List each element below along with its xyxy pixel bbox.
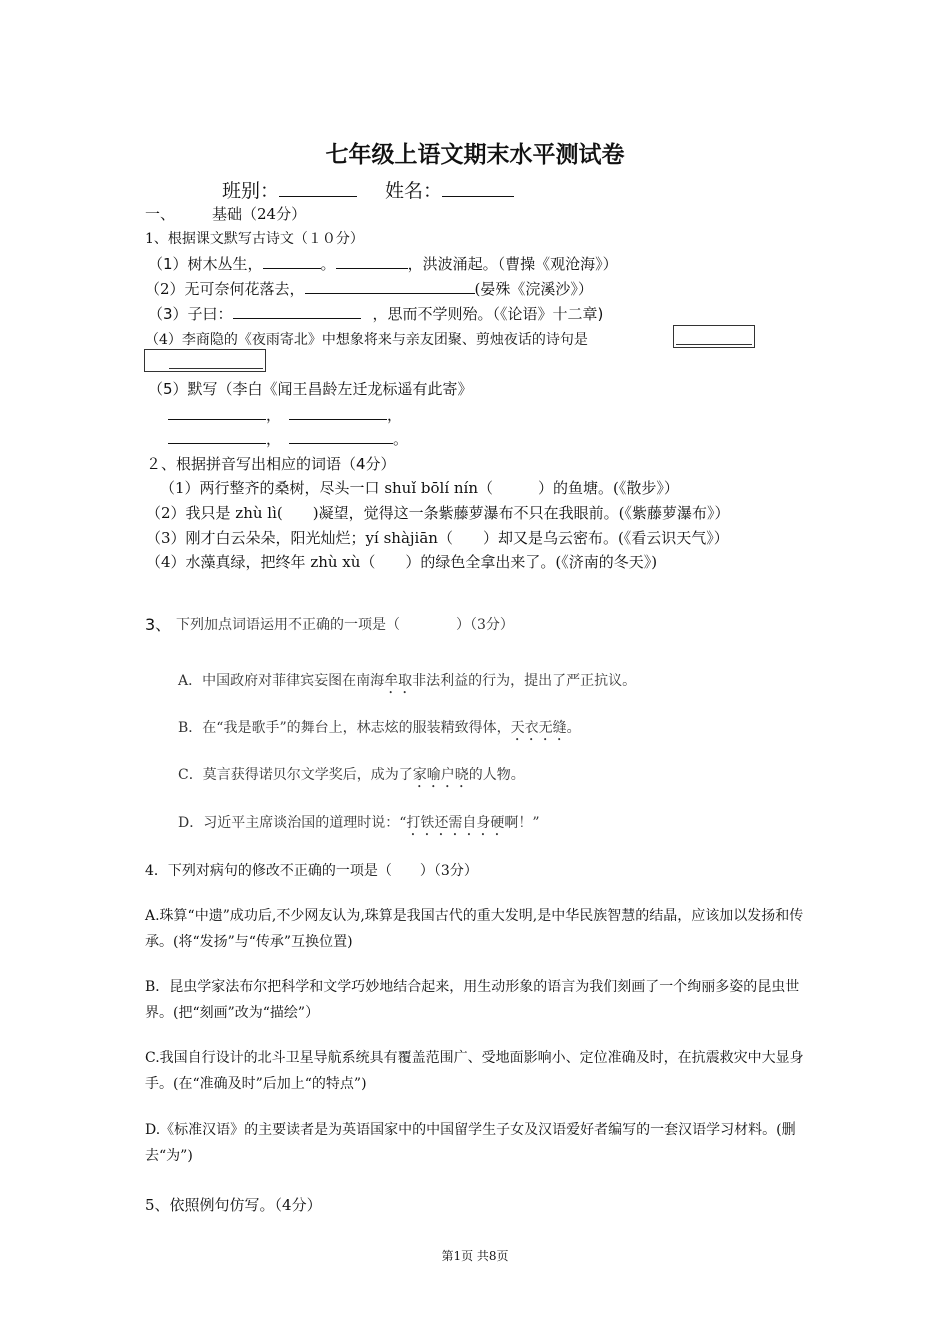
page-title: 七年级上语文期末水平测试卷: [325, 141, 625, 168]
q4-option-d: D.《标准汉语》的主要读者是为英语国家中的中国留学生子女及汉语爱好者编写的一套汉语学习材料。(删去“为”): [145, 1122, 796, 1164]
q1-blank-8[interactable]: [289, 429, 393, 444]
q1-line5-blanks-row2: [168, 428, 408, 449]
q3-option-b: [178, 717, 581, 744]
page-footer: 第1页 共8页: [441, 1249, 509, 1263]
q1-line1-text-a: （1）树木丛生，: [148, 255, 263, 273]
q1-period: 。: [393, 430, 409, 448]
q1-comma-1: ，: [266, 406, 282, 424]
q1-line1-text-c: ，洪波涌起。（曹操《观沧海》）: [407, 255, 618, 273]
q3-option-a: [178, 670, 636, 697]
q1-line3-text-a: （3）子曰：: [148, 305, 233, 323]
q1-line2-text-a: （2）无可奈何花落去，: [145, 280, 305, 298]
class-label: 班别：: [222, 180, 280, 202]
class-blank[interactable]: [279, 178, 357, 197]
q1-line1-text-b: 。: [320, 255, 336, 273]
q2-title: ２、根据拼音写出相应的词语（4分）: [146, 455, 396, 473]
q3-d-dotted: 打铁还需自身硬: [406, 815, 505, 831]
q3-a-pre: A．中国政府对菲律宾妄图在南海: [178, 673, 385, 689]
q1-answer-box-1[interactable]: [673, 325, 755, 348]
q4-title: 4．下列对病句的修改不正确的一项是（ ）（3分）: [145, 863, 478, 879]
name-blank[interactable]: [442, 178, 514, 197]
q3-option-c: [178, 764, 525, 791]
name-label: 姓名：: [385, 180, 443, 202]
q1-line2-text-b: (晏殊《浣溪沙》）: [474, 280, 593, 298]
q1-line3: [148, 303, 603, 324]
q3-number: 3、: [145, 615, 172, 634]
q3-option-d: [178, 812, 540, 839]
q1-line2: [145, 278, 593, 299]
q3-d-pre: D．习近平主席谈治国的道理时说：“: [178, 815, 407, 831]
q3-b-dotted: 天衣无缝: [510, 720, 567, 736]
q1-blank-6[interactable]: [289, 405, 387, 420]
q3-title: 下列加点词语运用不正确的一项是（ ）（3分）: [176, 617, 514, 633]
q1-blank-5[interactable]: [168, 405, 266, 420]
q1-blank-1[interactable]: [263, 254, 321, 269]
q3-c-post: 的人物。: [468, 767, 525, 783]
q3-a-post: 非法利益的行为，提出了严正抗议。: [412, 673, 637, 689]
q1-line4: （4）李商隐的《夜雨寄北》中想象将来与亲友团聚、剪烛夜话的诗句是: [145, 332, 588, 348]
section-number: 一、: [145, 205, 176, 223]
q3-b-pre: B．在“我是歌手”的舞台上，林志炫的服装精致得体，: [178, 720, 511, 736]
q1-comma-2: ，: [387, 406, 403, 424]
q1-answer-box-2[interactable]: [144, 349, 266, 372]
q4-option-b: B．昆虫学家法布尔把科学和文学巧妙地结合起来，用生动形象的语言为我们刻画了一个绚丽多姿的昆虫世界。(把“刻画”改为“描绘”）: [145, 979, 800, 1021]
q1-blank-7[interactable]: [168, 429, 266, 444]
q1-line5-blanks-row1: [168, 404, 402, 425]
q3-a-dotted: 牟取: [384, 673, 413, 689]
q2-item-3: （3）刚才白云朵朵，阳光灿烂；yí shàjiān（ ）却又是乌云密布。(《看云识天气》）: [146, 529, 729, 547]
q1-line3-text-b: ，思而不学则殆。（《论语》十二章): [372, 305, 604, 323]
q5-title: 5、依照例句仿写。（4分）: [145, 1196, 322, 1214]
q3-c-dotted: 家喻户晓: [412, 767, 469, 783]
q3-b-post: 。: [566, 720, 581, 736]
q2-item-2: （2）我只是 zhù lì( )凝望，觉得这一条紫藤萝瀑布不只在我眼前。(《紫藤萝瀑布》）: [146, 504, 730, 522]
q1-blank-2[interactable]: [336, 254, 408, 269]
q2-item-4: （4）水藻真绿，把终年 zhù xù（ ）的绿色全拿出来了。(《济南的冬天》): [146, 553, 658, 571]
q1-blank-3[interactable]: [305, 279, 475, 294]
q4-option-c: C.我国自行设计的北斗卫星导航系统具有覆盖范围广、受地面影响小、定位准确及时，在抗震救灾中大显身手。(在“准确及时”后加上“的特点”): [145, 1050, 804, 1092]
q1-comma-3: ，: [266, 430, 282, 448]
q1-line1: [148, 253, 618, 274]
q2-item-1: （1）两行整齐的桑树，尽头一口 shuǐ bōlí nín（ ）的鱼塘。(《散步》）: [160, 479, 679, 497]
q3-c-pre: C．莫言获得诺贝尔文学奖后，成为了: [178, 767, 413, 783]
q1-title: 1、根据课文默写古诗文（１０分）: [145, 231, 364, 247]
section-title: 基础（24分）: [212, 205, 307, 223]
q4-option-a: A.珠算“中遗”成功后,不少网友认为,珠算是我国古代的重大发明,是中华民族智慧的结晶，应该加以发扬和传承。(将“发扬”与“传承”互换位置): [145, 908, 804, 950]
class-field: [222, 176, 357, 203]
q3-d-post: 啊！”: [504, 815, 540, 831]
q1-line5: （5）默写（李白《闻王昌龄左迁龙标遥有此寄》: [148, 380, 473, 398]
name-field: [385, 176, 514, 203]
q1-blank-4[interactable]: [233, 304, 361, 319]
